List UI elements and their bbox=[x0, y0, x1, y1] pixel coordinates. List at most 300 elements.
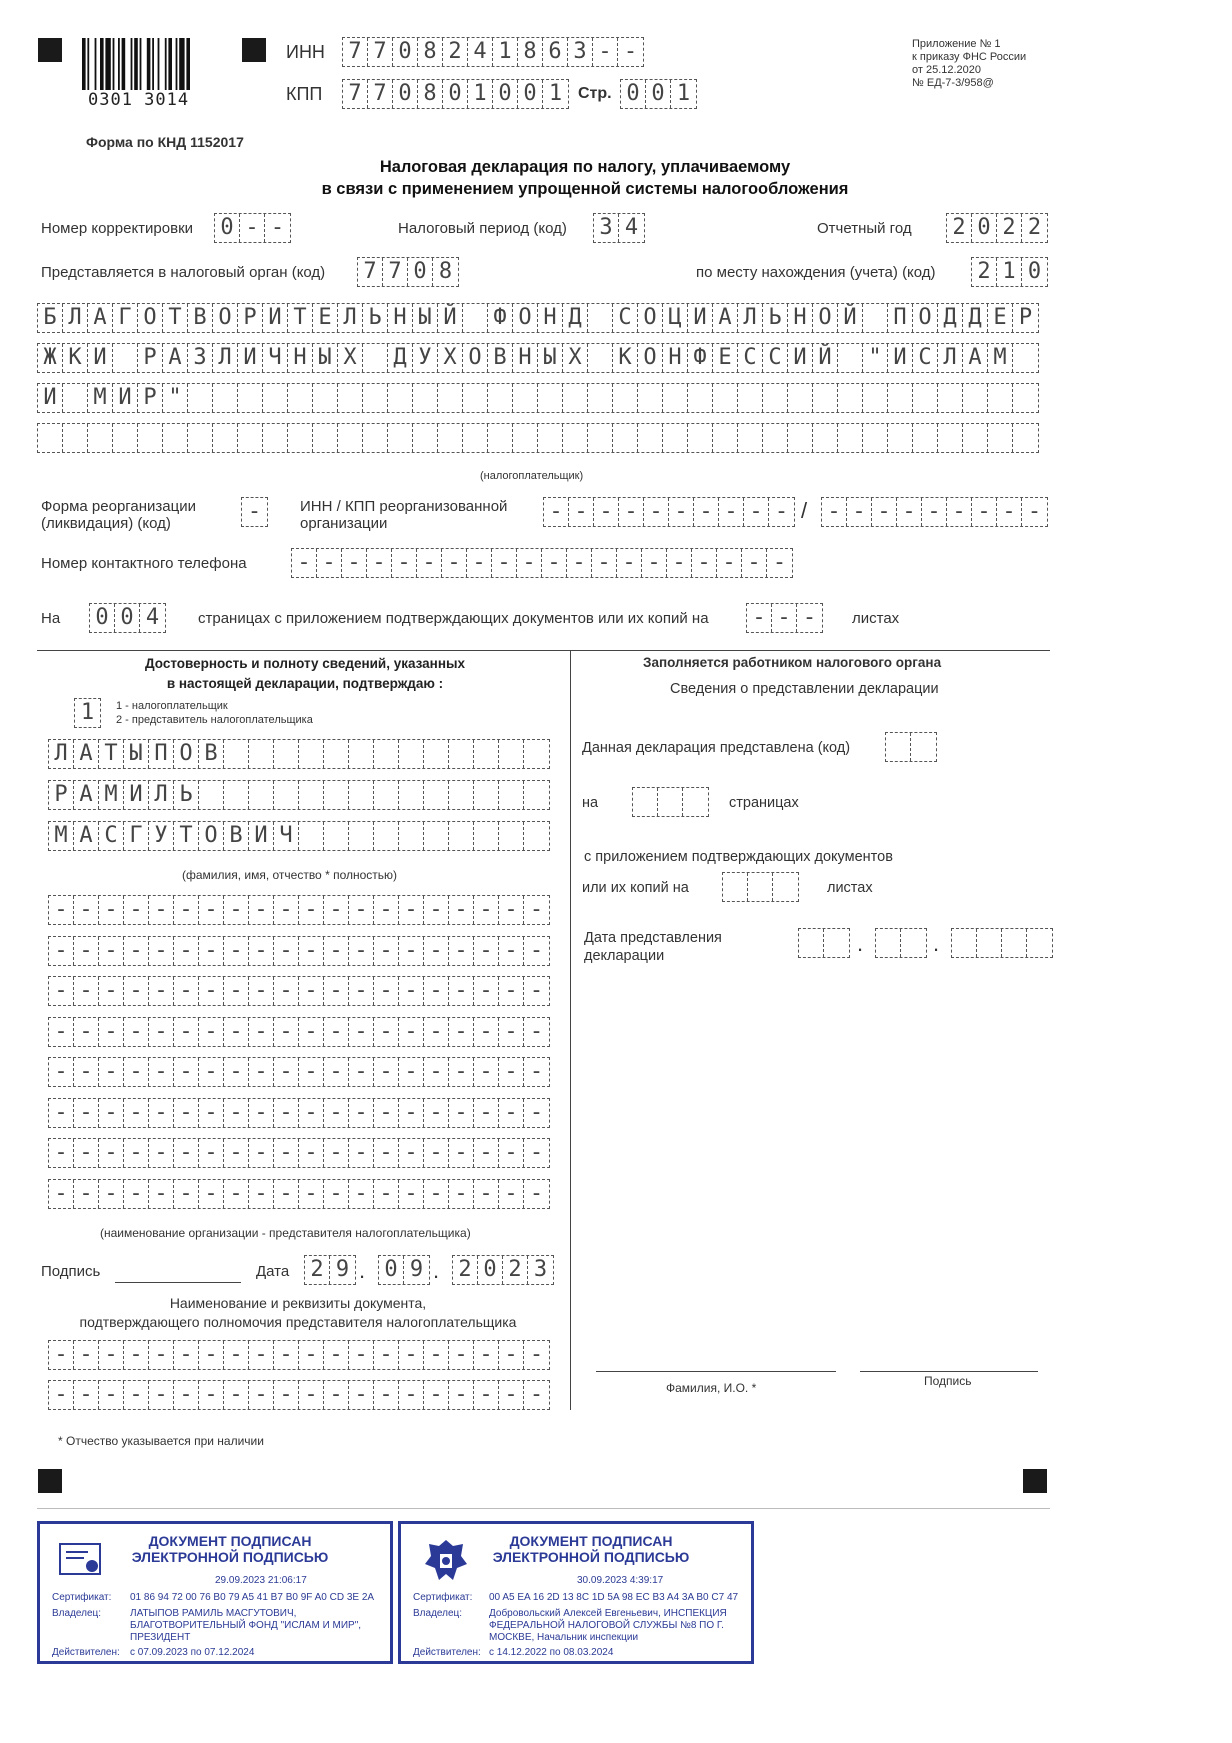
correction-cells bbox=[214, 213, 291, 243]
stamp-title-1: ДОКУМЕНТ ПОДПИСАН bbox=[148, 1533, 312, 1549]
char-cell: - bbox=[424, 1058, 449, 1086]
char-cell: - bbox=[474, 1381, 499, 1409]
char-cell: - bbox=[49, 896, 74, 924]
char-cell bbox=[1027, 929, 1052, 957]
char-cell: - bbox=[324, 1139, 349, 1167]
char-cell bbox=[288, 424, 313, 452]
char-cell: А bbox=[88, 304, 113, 332]
char-cell: - bbox=[399, 1341, 424, 1369]
stamp-cert: 00 A5 EA 16 2D 13 8C 1D 5A 98 EC B3 A4 3A B0 C7 47 bbox=[489, 1592, 739, 1603]
char-cell: - bbox=[174, 1180, 199, 1208]
char-cell: - bbox=[349, 977, 374, 1005]
office-heading: Заполняется работником налогового органа bbox=[643, 655, 942, 670]
char-cell bbox=[63, 384, 88, 412]
char-cell bbox=[633, 788, 658, 816]
char-cell: 2 bbox=[972, 258, 997, 286]
office-pages-cells bbox=[632, 787, 709, 817]
inn-label: ИНН bbox=[286, 42, 325, 62]
char-cell: Т bbox=[288, 304, 313, 332]
char-cell: - bbox=[49, 1139, 74, 1167]
char-cell: - bbox=[474, 937, 499, 965]
page-cells bbox=[620, 79, 697, 109]
char-cell: 7 bbox=[358, 258, 383, 286]
char-cell: Ф bbox=[688, 344, 713, 372]
signature-stamp-taxpayer bbox=[37, 1521, 393, 1664]
date-year bbox=[452, 1255, 554, 1285]
char-cell: Й bbox=[813, 344, 838, 372]
char-cell: - bbox=[449, 1139, 474, 1167]
char-cell: П bbox=[149, 740, 174, 768]
char-cell: - bbox=[349, 896, 374, 924]
char-cell: - bbox=[592, 549, 617, 577]
char-cell: Р bbox=[1018, 305, 1033, 330]
char-cell: - bbox=[74, 1381, 99, 1409]
char-cell: - bbox=[199, 1018, 224, 1046]
char-cell bbox=[513, 424, 538, 452]
char-cell: - bbox=[149, 1058, 174, 1086]
stamp-cert-label: Сертификат: bbox=[52, 1592, 112, 1603]
char-cell: - bbox=[399, 896, 424, 924]
char-cell: - bbox=[224, 937, 249, 965]
char-cell: - bbox=[449, 1058, 474, 1086]
char-cell: С bbox=[913, 344, 938, 372]
char-cell bbox=[413, 384, 438, 412]
char-cell: - bbox=[922, 498, 947, 526]
char-cell bbox=[463, 384, 488, 412]
sheets-cells bbox=[746, 603, 823, 633]
char-cell bbox=[938, 384, 963, 412]
char-cell: - bbox=[399, 977, 424, 1005]
char-cell: Ь bbox=[363, 304, 388, 332]
char-cell: И bbox=[38, 384, 63, 412]
appendix-note: Приложение № 1 к приказу ФНС России от 25.12.2020 № ЕД-7-3/958@ bbox=[912, 38, 1027, 89]
placeholder-row bbox=[48, 1057, 550, 1087]
char-cell bbox=[138, 424, 163, 452]
char-cell: - bbox=[324, 896, 349, 924]
char-cell: Л bbox=[49, 740, 74, 768]
char-cell: - bbox=[99, 1341, 124, 1369]
placeholder-row bbox=[48, 1340, 550, 1370]
char-cell: - bbox=[224, 1381, 249, 1409]
char-cell bbox=[1002, 929, 1027, 957]
patronymic-cells bbox=[48, 821, 550, 851]
char-cell: - bbox=[149, 1341, 174, 1369]
stamp-owner: ЛАТЫПОВ РАМИЛЬ МАСГУТОВИЧ, БЛАГОТВОРИТЕЛЬНЫЙ ФОНД "ИСЛАМ И МИР", ПРЕЗИДЕНТ bbox=[130, 1608, 362, 1643]
char-cell bbox=[824, 929, 849, 957]
char-cell: Т bbox=[163, 304, 188, 332]
char-cell: - bbox=[149, 896, 174, 924]
char-cell: - bbox=[49, 1341, 74, 1369]
char-cell: - bbox=[399, 1058, 424, 1086]
char-cell bbox=[538, 384, 563, 412]
taxpayer-row-4 bbox=[37, 423, 1039, 453]
char-cell: М bbox=[88, 384, 113, 412]
char-cell: - bbox=[449, 1099, 474, 1127]
char-cell bbox=[524, 781, 549, 809]
char-cell: - bbox=[199, 1381, 224, 1409]
char-cell: - bbox=[529, 978, 544, 1003]
char-cell bbox=[238, 384, 263, 412]
char-cell bbox=[713, 384, 738, 412]
taxpayer-row-1 bbox=[37, 303, 1039, 333]
char-cell: - bbox=[74, 977, 99, 1005]
char-cell: Р bbox=[49, 781, 74, 809]
char-cell: Ы bbox=[124, 740, 149, 768]
char-cell bbox=[988, 384, 1013, 412]
char-cell: И bbox=[238, 344, 263, 372]
char-cell bbox=[938, 424, 963, 452]
char-cell: 7 bbox=[343, 80, 368, 108]
phone-cells bbox=[291, 548, 793, 578]
char-cell bbox=[977, 929, 1002, 957]
char-cell: - bbox=[74, 1099, 99, 1127]
char-cell: - bbox=[544, 498, 569, 526]
char-cell: - bbox=[449, 977, 474, 1005]
char-cell: Ц bbox=[663, 304, 688, 332]
char-cell: П bbox=[888, 304, 913, 332]
char-cell: - bbox=[772, 604, 797, 632]
char-cell: И bbox=[688, 304, 713, 332]
char-cell: В bbox=[199, 740, 224, 768]
corner-mark-top-mid bbox=[242, 38, 266, 62]
char-cell: - bbox=[669, 498, 694, 526]
char-cell: - bbox=[174, 937, 199, 965]
char-cell: - bbox=[442, 549, 467, 577]
char-cell: - bbox=[847, 498, 872, 526]
char-cell: - bbox=[623, 39, 638, 64]
char-cell bbox=[588, 304, 613, 332]
corner-mark-bottom-left bbox=[38, 1469, 62, 1493]
char-cell bbox=[738, 384, 763, 412]
char-cell: - bbox=[249, 1381, 274, 1409]
char-cell bbox=[199, 781, 224, 809]
char-cell bbox=[723, 873, 748, 901]
char-cell bbox=[1013, 384, 1038, 412]
char-cell: - bbox=[199, 1058, 224, 1086]
tax-organ-cells bbox=[357, 257, 459, 287]
char-cell bbox=[388, 424, 413, 452]
char-cell bbox=[638, 384, 663, 412]
stamp-valid-label: Действителен: bbox=[52, 1647, 120, 1658]
char-cell: - bbox=[299, 896, 324, 924]
office-sign-line bbox=[860, 1371, 1038, 1372]
char-cell bbox=[88, 424, 113, 452]
char-cell bbox=[249, 781, 274, 809]
char-cell: - bbox=[174, 1381, 199, 1409]
char-cell bbox=[163, 424, 188, 452]
char-cell: Х bbox=[563, 344, 588, 372]
char-cell bbox=[838, 384, 863, 412]
char-cell: М bbox=[99, 781, 124, 809]
char-cell: О bbox=[138, 304, 163, 332]
char-cell bbox=[374, 781, 399, 809]
char-cell: Ж bbox=[38, 344, 63, 372]
char-cell bbox=[663, 424, 688, 452]
char-cell: 1 bbox=[997, 258, 1022, 286]
office-sheets-label: листах bbox=[827, 880, 873, 896]
char-cell: - bbox=[449, 1341, 474, 1369]
char-cell: - bbox=[449, 1018, 474, 1046]
char-cell: Д bbox=[388, 344, 413, 372]
char-cell: 2 bbox=[997, 214, 1022, 242]
char-cell: - bbox=[274, 1180, 299, 1208]
char-cell bbox=[988, 424, 1013, 452]
page-title: Налоговая декларация по налогу, уплачиваемому в связи с применением упрощенной системы налогообложения bbox=[321, 158, 849, 198]
char-cell: - bbox=[872, 498, 897, 526]
char-cell: - bbox=[474, 896, 499, 924]
char-cell: - bbox=[499, 896, 524, 924]
presented-cells bbox=[885, 732, 937, 762]
char-cell bbox=[488, 424, 513, 452]
char-cell: - bbox=[124, 1381, 149, 1409]
char-cell: - bbox=[124, 1341, 149, 1369]
char-cell: - bbox=[424, 1099, 449, 1127]
char-cell: 0 bbox=[408, 258, 433, 286]
char-cell bbox=[38, 424, 63, 452]
char-cell: - bbox=[529, 1059, 544, 1084]
char-cell bbox=[963, 424, 988, 452]
char-cell: - bbox=[517, 549, 542, 577]
char-cell: Т bbox=[174, 822, 199, 850]
char-cell: - bbox=[224, 1341, 249, 1369]
reorg-slash: / bbox=[801, 498, 808, 523]
char-cell: 2 bbox=[947, 214, 972, 242]
char-cell: - bbox=[529, 1180, 544, 1206]
char-cell: - bbox=[1027, 499, 1042, 524]
char-cell bbox=[399, 781, 424, 809]
char-cell bbox=[838, 344, 863, 372]
char-cell: - bbox=[349, 1381, 374, 1409]
char-cell bbox=[438, 384, 463, 412]
char-cell: - bbox=[529, 897, 544, 922]
char-cell: - bbox=[499, 977, 524, 1005]
stamp-valid: с 07.09.2023 по 07.12.2024 bbox=[130, 1647, 255, 1658]
char-cell: М bbox=[49, 822, 74, 850]
char-cell bbox=[813, 424, 838, 452]
char-cell: Л bbox=[938, 344, 963, 372]
char-cell bbox=[388, 384, 413, 412]
char-cell bbox=[463, 424, 488, 452]
org-caption: (наименование организации - представителя налогоплательщика) bbox=[100, 1226, 471, 1240]
placeholder-row bbox=[48, 936, 550, 966]
char-cell: О bbox=[174, 740, 199, 768]
char-cell bbox=[688, 424, 713, 452]
char-cell: - bbox=[274, 896, 299, 924]
char-cell: 1 bbox=[676, 81, 691, 106]
on-label: на bbox=[582, 795, 599, 811]
corner-mark-bottom-right bbox=[1023, 1469, 1047, 1493]
char-cell: М bbox=[988, 344, 1013, 372]
char-cell: - bbox=[299, 1099, 324, 1127]
char-cell: - bbox=[99, 977, 124, 1005]
char-cell: 1 bbox=[80, 700, 95, 725]
char-cell: " bbox=[863, 344, 888, 372]
corner-mark-top-left bbox=[38, 38, 62, 62]
char-cell: 1 bbox=[548, 81, 563, 106]
char-cell bbox=[63, 424, 88, 452]
char-cell: - bbox=[149, 1381, 174, 1409]
char-cell: А bbox=[74, 740, 99, 768]
char-cell: 0 bbox=[215, 214, 240, 242]
char-cell: - bbox=[474, 1018, 499, 1046]
confirm-heading: Достоверность и полноту сведений, указанных в настоящей декларации, подтверждаю : bbox=[144, 656, 466, 691]
location-cells bbox=[971, 257, 1048, 287]
stamp-cert: 01 86 94 72 00 76 B0 79 A5 41 B7 B0 9F A0 CD 3E 2A bbox=[130, 1592, 375, 1603]
char-cell: О bbox=[213, 304, 238, 332]
char-cell: - bbox=[292, 549, 317, 577]
char-cell: - bbox=[374, 1180, 399, 1208]
date-dot-1: . bbox=[359, 1258, 366, 1283]
char-cell: 2 bbox=[453, 1256, 478, 1284]
char-cell: 6 bbox=[543, 38, 568, 66]
office-subheading: Сведения о представлении декларации bbox=[670, 681, 939, 697]
char-cell: - bbox=[449, 896, 474, 924]
date-label: Дата bbox=[256, 1263, 290, 1280]
char-cell: Р bbox=[138, 344, 163, 372]
char-cell bbox=[274, 781, 299, 809]
char-cell: - bbox=[399, 1381, 424, 1409]
char-cell: Ы bbox=[313, 344, 338, 372]
char-cell bbox=[813, 384, 838, 412]
char-cell: - bbox=[529, 1099, 544, 1125]
office-fio-caption: Фамилия, И.О. * bbox=[666, 1381, 757, 1395]
char-cell: - bbox=[374, 937, 399, 965]
kpp-cells bbox=[342, 79, 569, 109]
char-cell: - bbox=[74, 1018, 99, 1046]
placeholder-row bbox=[48, 1017, 550, 1047]
char-cell bbox=[338, 384, 363, 412]
char-cell: - bbox=[49, 977, 74, 1005]
char-cell: - bbox=[299, 1139, 324, 1167]
char-cell: - bbox=[274, 1139, 299, 1167]
char-cell: 8 bbox=[438, 259, 453, 284]
char-cell: - bbox=[717, 549, 742, 577]
char-cell bbox=[363, 384, 388, 412]
char-cell: - bbox=[349, 1341, 374, 1369]
char-cell: - bbox=[299, 1180, 324, 1208]
section-divider bbox=[37, 650, 1050, 651]
char-cell: - bbox=[124, 977, 149, 1005]
kpp-label: КПП bbox=[286, 84, 323, 104]
char-cell: - bbox=[199, 937, 224, 965]
char-cell bbox=[863, 304, 888, 332]
char-cell: - bbox=[349, 937, 374, 965]
char-cell bbox=[524, 740, 549, 768]
char-cell: - bbox=[374, 1139, 399, 1167]
char-cell: 2 bbox=[443, 38, 468, 66]
column-divider bbox=[570, 650, 571, 1410]
char-cell bbox=[638, 424, 663, 452]
char-cell bbox=[324, 740, 349, 768]
char-cell: И bbox=[249, 822, 274, 850]
char-cell bbox=[888, 384, 913, 412]
char-cell: 0 bbox=[972, 214, 997, 242]
char-cell bbox=[838, 424, 863, 452]
char-cell: Й bbox=[838, 304, 863, 332]
char-cell: Д bbox=[563, 304, 588, 332]
char-cell: - bbox=[499, 1180, 524, 1208]
char-cell: 0 bbox=[90, 604, 115, 632]
char-cell: 7 bbox=[383, 258, 408, 286]
char-cell: - bbox=[74, 1058, 99, 1086]
char-cell: - bbox=[249, 1058, 274, 1086]
char-cell: - bbox=[467, 549, 492, 577]
char-cell: 0 bbox=[646, 80, 671, 108]
pages-text: страницах с приложением подтверждающих документов или их копий на bbox=[198, 610, 709, 627]
char-cell bbox=[588, 344, 613, 372]
location-label: по месту нахождения (учета) (код) bbox=[696, 264, 936, 281]
char-cell: 0 bbox=[621, 80, 646, 108]
char-cell: - bbox=[224, 1139, 249, 1167]
char-cell bbox=[563, 424, 588, 452]
office-date-day bbox=[798, 928, 850, 958]
char-cell: 0 bbox=[393, 80, 418, 108]
char-cell: - bbox=[449, 1180, 474, 1208]
char-cell: К bbox=[613, 344, 638, 372]
char-cell bbox=[474, 740, 499, 768]
doc-heading: Наименование и реквизиты документа, подтверждающего полномочия представителя налогоплательщика bbox=[79, 1295, 517, 1330]
char-cell: О bbox=[463, 344, 488, 372]
char-cell: - bbox=[174, 896, 199, 924]
char-cell: - bbox=[822, 498, 847, 526]
period-cells bbox=[593, 213, 645, 243]
taxpayer-row-2 bbox=[37, 343, 1039, 373]
char-cell: Р bbox=[238, 304, 263, 332]
char-cell: - bbox=[99, 937, 124, 965]
char-cell bbox=[488, 384, 513, 412]
char-cell: - bbox=[529, 1342, 544, 1367]
char-cell: - bbox=[49, 1099, 74, 1127]
char-cell: - bbox=[224, 1018, 249, 1046]
char-cell: 8 bbox=[518, 38, 543, 66]
char-cell bbox=[363, 424, 388, 452]
char-cell bbox=[313, 384, 338, 412]
char-cell: - bbox=[174, 1018, 199, 1046]
char-cell: У bbox=[413, 344, 438, 372]
char-cell: С bbox=[99, 822, 124, 850]
char-cell bbox=[913, 424, 938, 452]
char-cell: - bbox=[399, 1180, 424, 1208]
char-cell: - bbox=[474, 1180, 499, 1208]
char-cell bbox=[224, 740, 249, 768]
char-cell bbox=[963, 384, 988, 412]
char-cell: - bbox=[617, 549, 642, 577]
char-cell: - bbox=[972, 498, 997, 526]
char-cell: - bbox=[529, 1018, 544, 1044]
char-cell: - bbox=[529, 1382, 544, 1407]
char-cell: - bbox=[74, 1180, 99, 1208]
char-cell: - bbox=[224, 1099, 249, 1127]
char-cell: - bbox=[199, 896, 224, 924]
char-cell: - bbox=[224, 896, 249, 924]
sheets-suffix: листах bbox=[852, 610, 900, 627]
char-cell: - bbox=[324, 1058, 349, 1086]
char-cell: - bbox=[342, 549, 367, 577]
char-cell: А bbox=[74, 781, 99, 809]
char-cell: - bbox=[474, 1058, 499, 1086]
char-cell bbox=[748, 873, 773, 901]
char-cell: - bbox=[324, 1180, 349, 1208]
char-cell: - bbox=[529, 937, 544, 963]
char-cell: Г bbox=[124, 822, 149, 850]
char-cell bbox=[563, 384, 588, 412]
char-cell: - bbox=[324, 1099, 349, 1127]
placeholder-row bbox=[48, 895, 550, 925]
char-cell: - bbox=[349, 1058, 374, 1086]
presented-label: Данная декларация представлена (код) bbox=[582, 740, 851, 756]
phone-label: Номер контактного телефона bbox=[41, 555, 247, 572]
char-cell: Л bbox=[63, 304, 88, 332]
